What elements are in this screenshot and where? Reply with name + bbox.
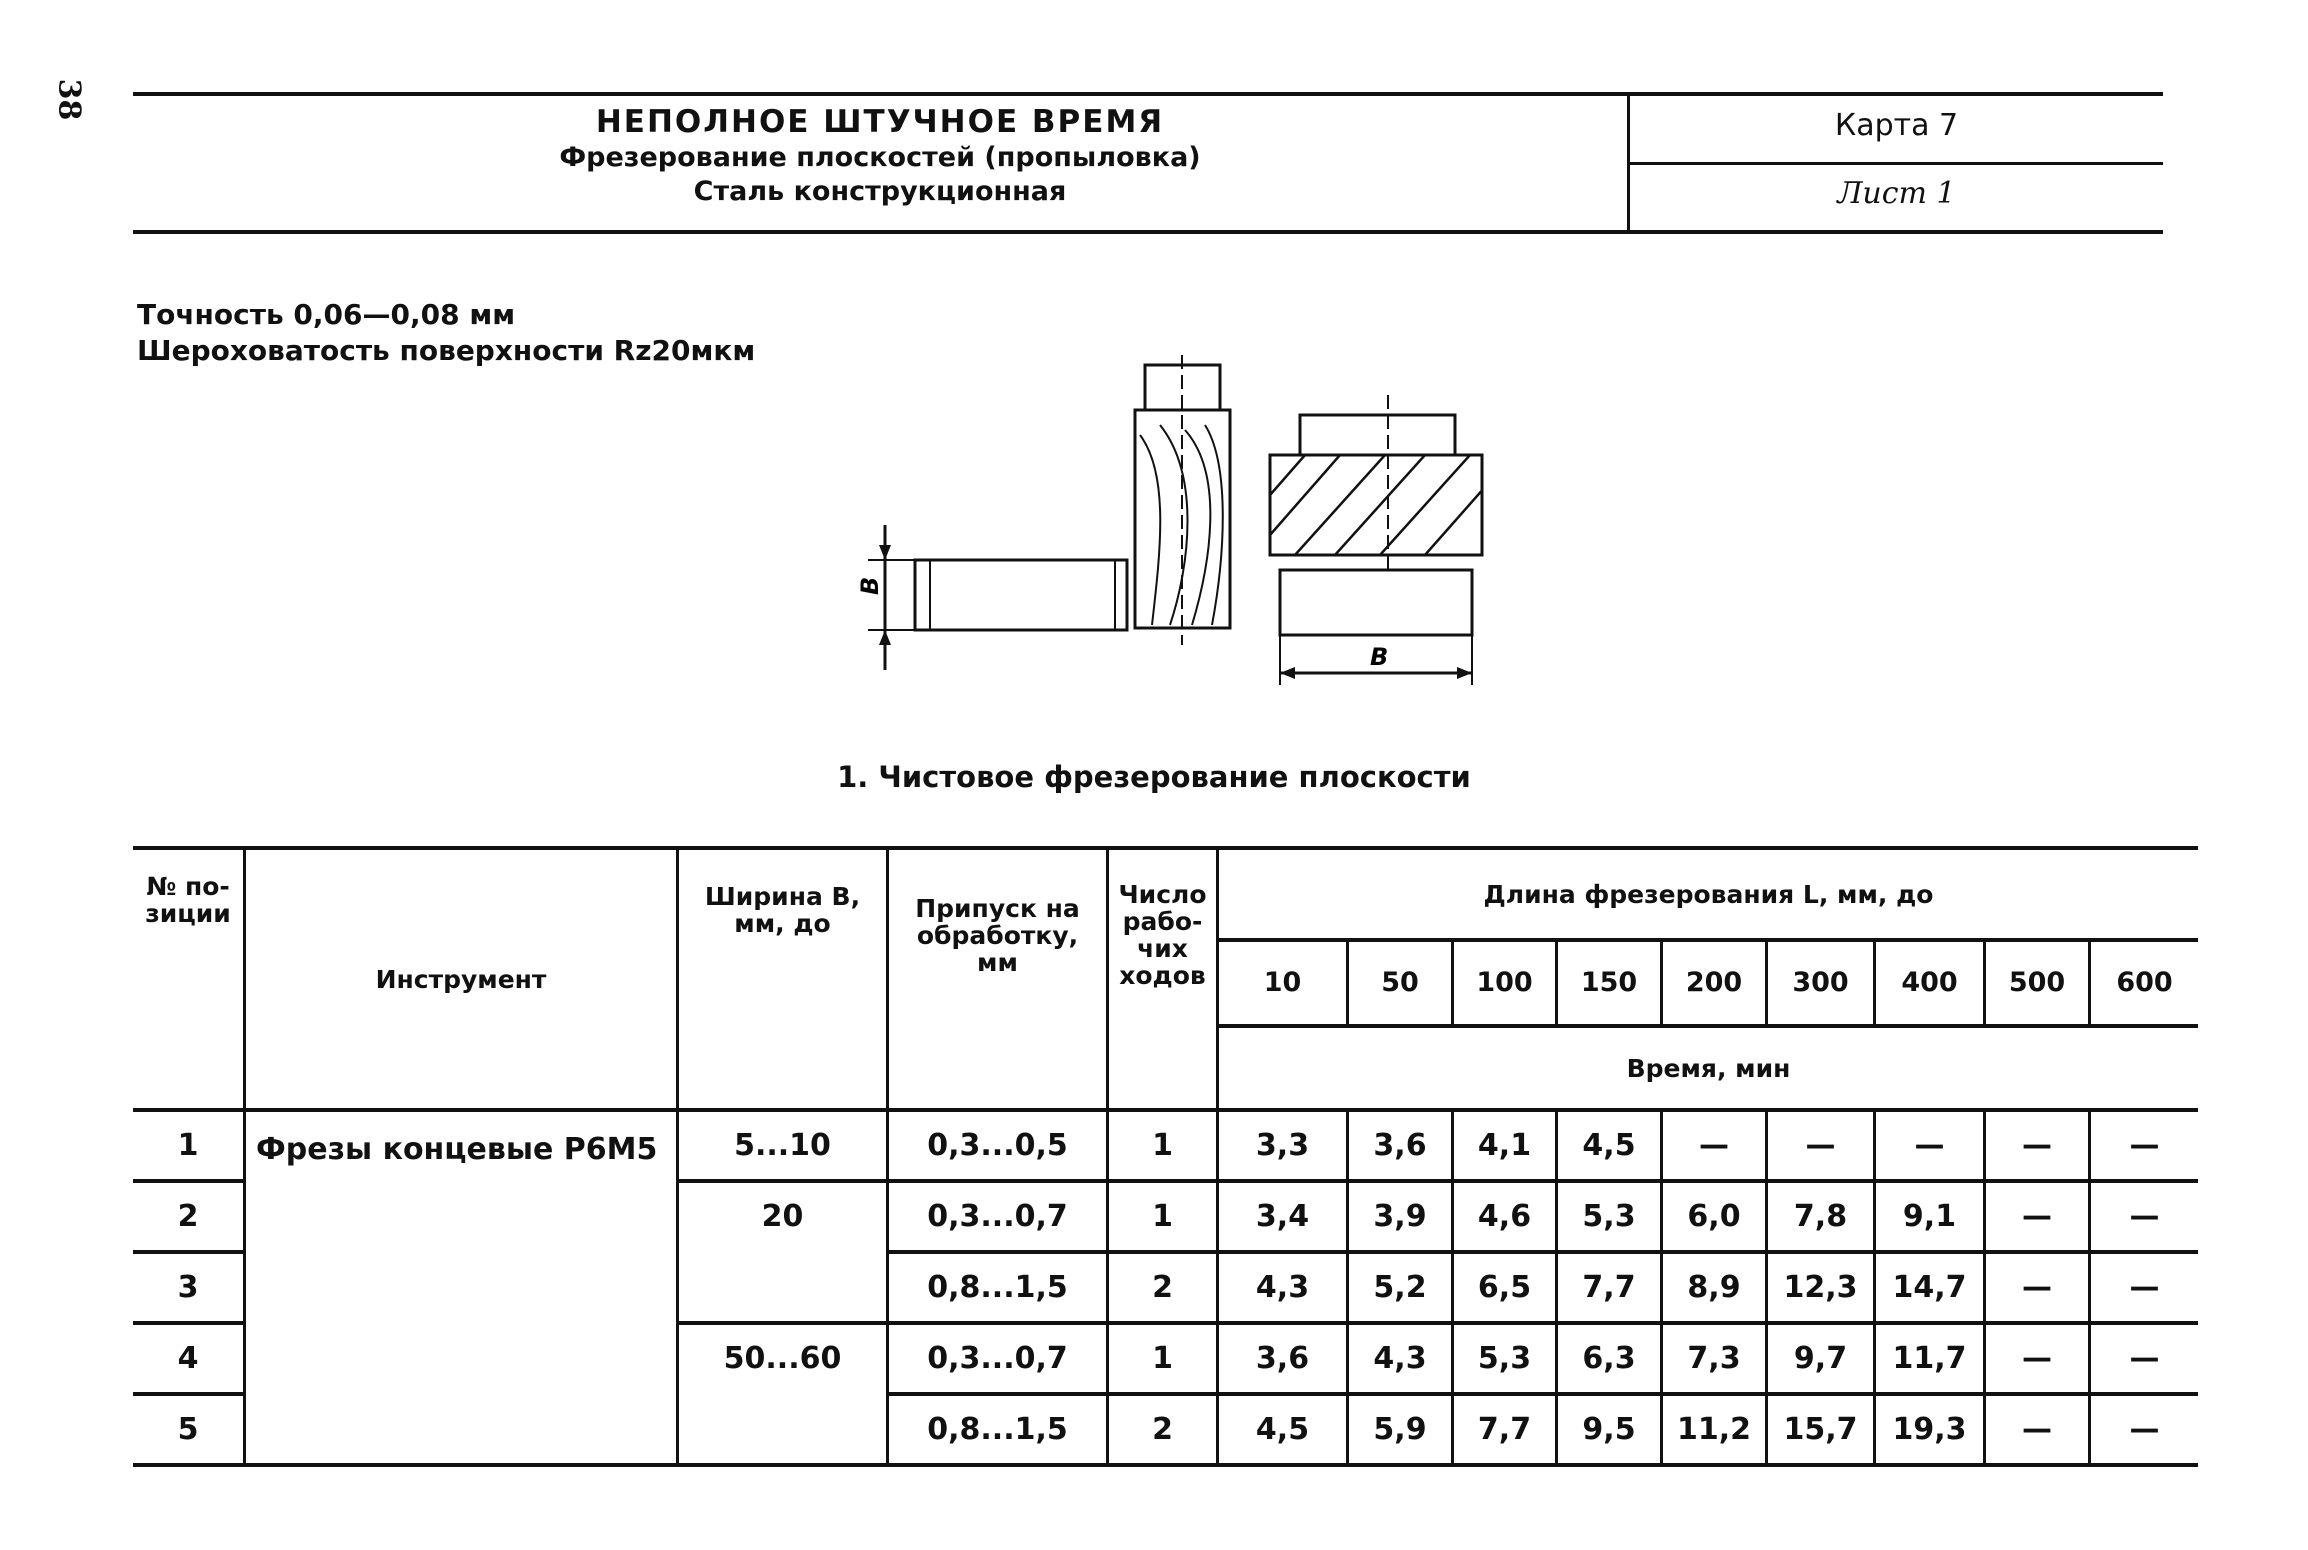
arrow-icon: [879, 630, 891, 645]
cell-time: —: [1699, 1128, 1729, 1163]
cell-passes: 1: [1152, 1341, 1173, 1376]
cell-time: —: [2022, 1412, 2052, 1447]
table-bottom-rule: [133, 1463, 2198, 1467]
cell-time: —: [2022, 1199, 2052, 1234]
cell-time: 6,5: [1477, 1270, 1532, 1305]
mill-holder: [1300, 415, 1455, 455]
cell-allowance: 0,3...0,7: [927, 1341, 1068, 1376]
cell-allowance: 0,8...1,5: [927, 1412, 1068, 1447]
header-length-50: 50: [1381, 967, 1419, 999]
cell-allowance: 0,8...1,5: [927, 1270, 1068, 1305]
cell-pos: 2: [177, 1199, 199, 1234]
header-allowance: Припуск на обработку, мм: [915, 893, 1080, 977]
time-table: [133, 846, 2198, 1471]
header-top-rule: [133, 92, 2163, 96]
cell-time: —: [1914, 1128, 1945, 1163]
page-subtitle-operation: Фрезерование плоскостей (пропыловка): [559, 142, 1201, 173]
page-subtitle-material: Сталь конструкционная: [693, 176, 1067, 207]
cell-passes: 1: [1152, 1128, 1173, 1163]
cell-pos: 3: [177, 1270, 199, 1305]
cell-pos: 1: [177, 1128, 199, 1163]
cell-time: 8,9: [1687, 1270, 1741, 1305]
section-title: 1. Чистовое фрезерование плоскости: [837, 760, 1471, 794]
cell-time: 7,3: [1687, 1341, 1741, 1376]
arrow-icon: [1280, 667, 1295, 679]
cell-time: 19,3: [1892, 1412, 1967, 1447]
header-length-600: 600: [2116, 967, 2173, 999]
cell-time: —: [2129, 1270, 2160, 1305]
cell-time: 5,2: [1373, 1270, 1427, 1305]
header-length-500: 500: [2008, 967, 2066, 999]
header-length-400: 400: [1901, 967, 1958, 999]
cell-time: 11,7: [1892, 1341, 1967, 1376]
cell-time: 12,3: [1783, 1270, 1858, 1305]
header-length-group: Длина фрезерования L, мм, до: [1483, 879, 1934, 909]
page-number: 38: [51, 78, 87, 121]
header-passes: Число рабо- чих ходов: [1118, 880, 1207, 990]
workpiece-top: [1280, 570, 1472, 635]
cell-width: 20: [761, 1199, 804, 1234]
cell-time: 4,5: [1255, 1412, 1310, 1447]
cell-time: 3,9: [1373, 1199, 1427, 1234]
cell-time: 4,5: [1582, 1128, 1636, 1163]
tool-name: Фрезы концевые Р6М5: [256, 1132, 658, 1167]
cell-time: —: [1805, 1128, 1836, 1163]
cell-time: 3,3: [1255, 1128, 1310, 1163]
sheet-number: Лист 1: [1837, 176, 1956, 211]
cell-time: —: [2129, 1341, 2160, 1376]
cell-time: 4,3: [1255, 1270, 1310, 1305]
header-position: № по- зиции: [145, 872, 231, 928]
card-header: [133, 92, 2163, 234]
header-length-150: 150: [1580, 967, 1638, 999]
cell-width: [679, 1254, 886, 1321]
header-length-100: 100: [1476, 967, 1533, 999]
mill-body-side: [1270, 455, 1482, 555]
arrow-icon: [879, 545, 891, 560]
cell-time: —: [2022, 1270, 2052, 1305]
header-card-divider: [1627, 162, 2163, 165]
cell-pos: 5: [177, 1412, 199, 1447]
header-length-200: 200: [1685, 967, 1743, 999]
cell-time: 9,5: [1582, 1412, 1636, 1447]
cell-allowance: 0,3...0,5: [927, 1128, 1068, 1163]
cell-time: 7,7: [1582, 1270, 1636, 1305]
dim-label-bottom: В: [1370, 643, 1389, 671]
header-bottom-rule: [133, 230, 2163, 234]
cell-width: 50...60: [723, 1341, 842, 1376]
cell-time: —: [2129, 1128, 2160, 1163]
cell-time: 5,3: [1477, 1341, 1532, 1376]
cell-allowance: 0,3...0,7: [927, 1199, 1068, 1234]
cell-time: 9,7: [1793, 1341, 1848, 1376]
cell-time: —: [2129, 1412, 2160, 1447]
page-title: НЕПОЛНОЕ ШТУЧНОЕ ВРЕМЯ: [595, 104, 1165, 140]
header-time: Время, мин: [1626, 1053, 1791, 1083]
workpiece-side: [915, 560, 1127, 630]
hatching: [1270, 455, 1500, 555]
accuracy-spec: Точность 0,06—0,08 мм: [137, 298, 516, 331]
cell-width: 5...10: [734, 1128, 831, 1163]
card-number: Карта 7: [1834, 108, 1959, 143]
cell-time: 9,1: [1902, 1199, 1957, 1234]
cell-passes: 2: [1152, 1412, 1173, 1447]
cell-pos: 4: [177, 1341, 199, 1376]
cell-time: 7,8: [1793, 1199, 1848, 1234]
cell-time: 6,0: [1687, 1199, 1741, 1234]
arrow-icon: [1457, 667, 1472, 679]
cell-time: 3,6: [1255, 1341, 1310, 1376]
cell-passes: 2: [1152, 1270, 1173, 1305]
cell-time: 7,7: [1477, 1412, 1532, 1447]
cell-time: 4,3: [1373, 1341, 1427, 1376]
cell-time: 4,1: [1477, 1128, 1532, 1163]
cell-time: 3,4: [1255, 1199, 1310, 1234]
cell-passes: 1: [1152, 1199, 1173, 1234]
cell-time: 15,7: [1783, 1412, 1858, 1447]
cell-time: —: [2129, 1199, 2160, 1234]
cell-width: [679, 1396, 886, 1463]
cell-time: 4,6: [1477, 1199, 1532, 1234]
cell-time: —: [2022, 1341, 2052, 1376]
milling-sketch: [840, 355, 1520, 715]
cell-time: —: [2022, 1128, 2052, 1163]
header-width: Ширина В, мм, до: [704, 882, 861, 938]
header-length-300: 300: [1792, 967, 1849, 999]
cell-time: 11,2: [1676, 1412, 1752, 1447]
cell-time: 5,3: [1582, 1199, 1636, 1234]
dim-label-left: В: [856, 576, 884, 595]
cell-time: 6,3: [1582, 1341, 1636, 1376]
header-tool: Инструмент: [375, 964, 547, 994]
header-length-10: 10: [1263, 967, 1302, 999]
roughness-spec: Шероховатость поверхности Rz20мкм: [137, 334, 756, 367]
cell-time: 5,9: [1373, 1412, 1427, 1447]
cell-time: 14,7: [1892, 1270, 1967, 1305]
cell-time: 3,6: [1373, 1128, 1427, 1163]
